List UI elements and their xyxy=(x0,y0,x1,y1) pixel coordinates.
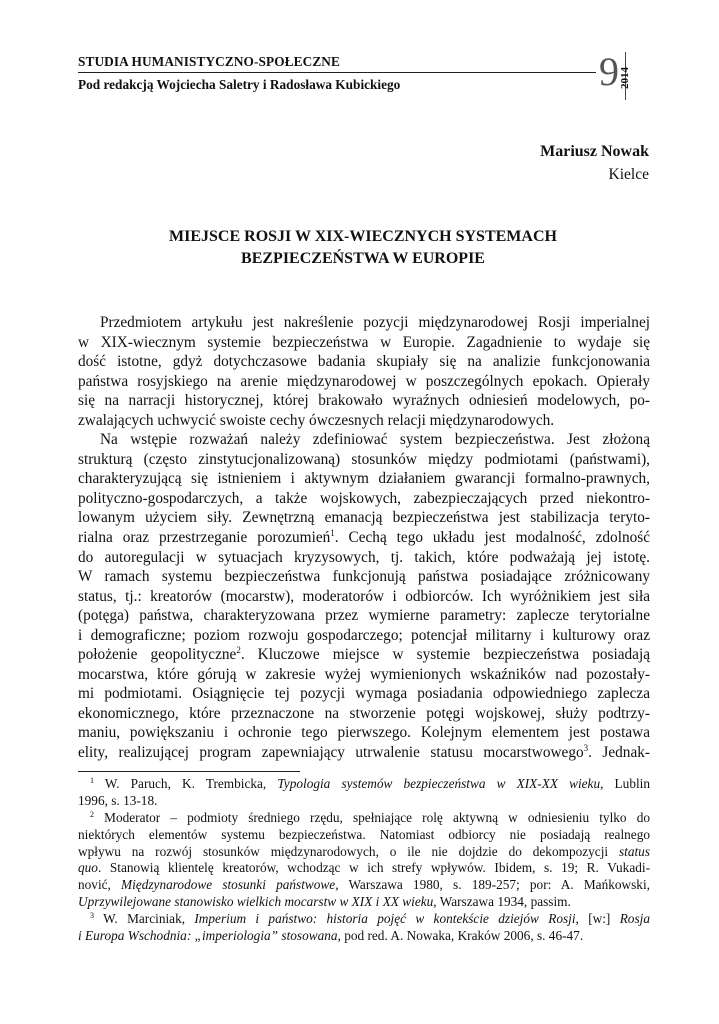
article-body xyxy=(78,313,650,763)
body-line: do autoregulacji w sytuacjach kryzysowych, tj. takich, które podważają jej istotę. xyxy=(78,548,650,566)
footnotes xyxy=(78,776,650,945)
body-line: charakteryzującą się istnieniem i aktywnym działaniem gwarancji formalno-prawnych, xyxy=(78,470,650,488)
footnote-text: , Warszawa 1934, passim. xyxy=(433,894,571,910)
header-rule xyxy=(78,72,596,73)
body-line: mocarstwa, które górują w zakresie wyżej wymienionych wskaźników nad pozostały- xyxy=(78,665,650,683)
footnote-number: 2 xyxy=(90,809,94,819)
body-line xyxy=(78,528,650,548)
article-title xyxy=(78,226,648,270)
footnote-title: Rosja xyxy=(619,911,650,927)
footnote-text: , [w:] xyxy=(575,911,620,927)
footnote-italic: status xyxy=(618,843,650,859)
body-text: położenie geopolityczne xyxy=(78,646,237,664)
footnote-text: , Warszawa 1980, s. 189-257; por: A. Mańkowski, xyxy=(335,877,650,893)
body-line xyxy=(78,645,650,665)
body-line: państwa rosyjskiego na arenie międzynarodowej w poszczególnych epokach. Opierały xyxy=(78,372,650,390)
footnote-line xyxy=(78,894,650,911)
volume-number: 9 xyxy=(599,49,619,94)
footnote-text: W. Paruch, K. Trembicka, xyxy=(94,776,278,791)
author-city: Kielce xyxy=(608,166,649,183)
body-line: lowanym użyciem siły. Zewnętrzną emanacją bezpieczeństwa jest stabilizacja teryto- xyxy=(78,509,650,527)
footnote-italic: quo xyxy=(78,860,98,876)
body-text: . Cechą tego układu jest modalność, zdolność xyxy=(334,529,650,547)
footnote-line: 1996, s. 13-18. xyxy=(78,792,158,808)
journal-header xyxy=(78,49,648,102)
footnote-text: , pod red. A. Nowaka, Kraków 2006, s. 46-47. xyxy=(337,928,584,944)
author-name: Mariusz Nowak xyxy=(540,143,649,160)
body-line: W ramach systemu bezpieczeństwa funkcjonują państwa posiadające zróżnicowany xyxy=(78,568,650,586)
body-line: ekonomicznego, które przeznaczone na stworzenie potęgi wojskowej, służy podtrzy- xyxy=(78,704,650,722)
body-line: mi podmiotami. Osiągnięcie tej pozycji wymaga posiadania odpowiedniego zaplecza xyxy=(78,685,650,703)
footnote-text: W. Marciniak, xyxy=(94,911,195,927)
footnote-line: niektórych elementów systemu bezpieczeństwa. Natomiast odbiorcy nie posiadają realnego xyxy=(78,826,650,842)
footnote-title: Imperium i państwo: historia pojęć w kontekście dziejów Rosji xyxy=(194,911,576,927)
body-line: dość istotne, gdyż dotychczasowe badania skupiały się na analizie funkcjonowania xyxy=(78,353,650,371)
volume-year: 2014 xyxy=(619,67,631,89)
title-line: BEZPIECZEŃSTWA W EUROPIE xyxy=(241,250,485,267)
footnote-text: , Lublin xyxy=(600,776,651,791)
body-line: się na narracji historycznej, której brakowało wyraźnych odniesień modelowych, po- xyxy=(78,392,650,410)
body-line: maniu, powiększaniu i ochronie tego pierwszego. Kolejnym elementem jest postawa xyxy=(78,724,650,742)
footnote-text: Moderator – podmioty średniego rzędu, spełniające rolę aktywną w odniesieniu tylko do xyxy=(94,809,650,825)
footnote-title: Międzynarodowe stosunki państwowe xyxy=(121,877,336,893)
footnote-2 xyxy=(78,810,650,827)
body-text: . Jednak- xyxy=(588,744,650,762)
journal-editors: Pod redakcją Wojciecha Saletry i Radosława Kubickiego xyxy=(78,77,401,92)
footnote-number: 1 xyxy=(90,776,94,785)
body-line: Przedmiotem artykułu jest nakreślenie pozycji międzynarodowej Rosji imperialnej xyxy=(100,314,650,331)
footnote-line xyxy=(78,928,650,945)
footnote-ref[interactable]: 2 xyxy=(236,645,241,656)
body-line: (potęga) państwa, charakteryzowana przez wymierne parametry: zaplecze terytorialne xyxy=(78,607,650,625)
body-line: i demograficzne; poziom rozwoju gospodarczego; potencjał militarny i kulturowy oraz xyxy=(78,626,650,644)
footnote-text: wpływu na rozwój stosunków międzynarodowych, o ile nie dojdzie do dekompozycji xyxy=(78,843,619,859)
footnote-ref[interactable]: 1 xyxy=(330,528,335,539)
footnote-line xyxy=(78,844,650,861)
body-line xyxy=(78,743,650,763)
footnote-3 xyxy=(78,911,650,928)
footnote-line xyxy=(78,860,650,877)
journal-title: STUDIA HUMANISTYCZNO-SPOŁECZNE xyxy=(78,54,340,69)
body-text: . Kluczowe miejsce w systemie bezpieczeństwa posiadają xyxy=(240,646,650,664)
body-line: Na wstępie rozważań należy zdefiniować system bezpieczeństwa. Jest złożoną xyxy=(100,431,650,449)
body-line: strukturą (często zinstytucjonalizowaną) stosunków między podmiotami (państwami), xyxy=(78,450,650,468)
footnote-number: 3 xyxy=(90,911,94,921)
body-line: status, tj.: kreatorów (mocarstw), moderatorów i odbiorców. Ich wyróżnikiem jest siła xyxy=(78,587,650,605)
footnote-title: i Europa Wschodnia: „imperiologia” stosowana xyxy=(78,928,338,944)
body-line: zwalających uchwycić swoiste cechy ówczesnych relacji międzynarodowych. xyxy=(78,411,555,429)
body-line: w XIX-wiecznym systemie bezpieczeństwa w Europie. Zagadnienie to wydaje się xyxy=(78,333,650,351)
footnote-text: nović, xyxy=(78,877,122,893)
footnote-line xyxy=(78,877,650,894)
footnote-text: . Stanowią klientelę kreatorów, wchodząc w ich strefy wpływów. Ibidem, s. 19; R. Vukadi- xyxy=(97,860,650,876)
footnote-1 xyxy=(78,776,650,793)
footnote-title: Uprzywilejowane stanowisko wielkich mocarstw w XIX i XX wieku xyxy=(78,894,434,910)
body-text: elity, realizującej program zapewniający utrwalenie statusu mocarstwowego xyxy=(78,744,584,762)
title-line: MIEJSCE ROSJI W XIX-WIECZNYCH SYSTEMACH xyxy=(169,228,557,245)
footnote-ref[interactable]: 3 xyxy=(583,743,589,754)
footnote-separator xyxy=(78,771,300,772)
body-line: polityczno-gospodarczych, a także wojskowych, zabezpieczających przed niekontro- xyxy=(78,489,650,507)
body-text: rialna oraz przestrzeganie porozumień xyxy=(78,529,331,547)
footnote-title: Typologia systemów bezpieczeństwa w XIX-XX wieku xyxy=(277,776,601,791)
